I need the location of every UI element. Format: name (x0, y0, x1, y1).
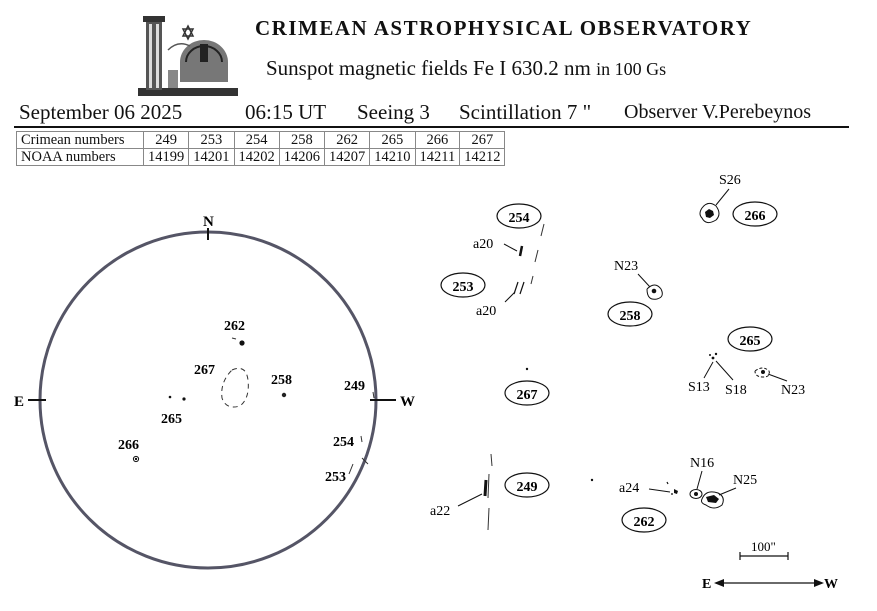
east-label: E (14, 394, 25, 410)
observer: Observer V.Perebeynos (624, 101, 812, 123)
detail-258 (608, 259, 662, 326)
disk-mark (232, 338, 236, 339)
direction-arrow (702, 577, 838, 592)
spot-258-umbra (652, 289, 657, 294)
detail-266 (700, 173, 777, 226)
west-label: W (400, 394, 415, 410)
leader-a20-top (504, 244, 517, 251)
region-254-label: 254 (508, 211, 530, 226)
noaa-cell: 14211 (415, 149, 460, 166)
n23-258-label: N23 (614, 259, 639, 274)
disk-region-267-outline (222, 368, 249, 407)
arrow-west-label: W (824, 577, 838, 592)
subtitle-main: Sunspot magnetic fields Fe I 630.2 nm (266, 56, 591, 80)
noaa-cell: 14207 (325, 149, 370, 166)
leader-s13 (704, 362, 713, 378)
observation-date: September 06 2025 (19, 100, 183, 124)
disk-label-254: 254 (333, 435, 354, 450)
noaa-cell: 14210 (370, 149, 415, 166)
spot-265-c (709, 354, 711, 356)
limb-dash-249 (488, 454, 492, 530)
limb-dash-254 (531, 224, 544, 284)
disk-mark-254 (361, 436, 362, 442)
leader-s18 (716, 361, 733, 380)
n25-label: N25 (733, 473, 758, 488)
solar-disk (14, 214, 415, 568)
crimean-cell: 249 (144, 132, 189, 149)
spot-265-umbra (761, 370, 765, 374)
crimean-cell: 258 (279, 132, 324, 149)
crimean-cell: 253 (189, 132, 234, 149)
disk-spot-262 (239, 340, 244, 345)
leader-a20-bottom (505, 292, 515, 302)
disk-spot-265b (169, 396, 172, 399)
noaa-cell: 14212 (460, 149, 505, 166)
observatory-title: CRIMEAN ASTROPHYSICAL OBSERVATORY (255, 16, 753, 40)
region-262-label: 262 (633, 515, 655, 530)
arrow-head-west (814, 579, 824, 587)
region-253-label: 253 (452, 280, 474, 295)
arrow-head-east (714, 579, 724, 587)
crimean-cell: 267 (460, 132, 505, 149)
disk-spot-258 (282, 393, 286, 397)
a24-label: a24 (619, 481, 640, 496)
region-266-label: 266 (744, 209, 766, 224)
detail-254-253 (441, 204, 544, 319)
disk-label-262: 262 (224, 319, 245, 334)
s26-label: S26 (719, 173, 741, 188)
disk-limb (40, 232, 376, 568)
spot-n25-umbra (706, 495, 719, 503)
detail-249 (430, 454, 549, 530)
n16-label: N16 (690, 456, 715, 471)
disk-label-249: 249 (344, 379, 365, 394)
spot-262-dot (591, 479, 593, 481)
a20-top-label: a20 (473, 237, 494, 252)
noaa-cell: 14199 (144, 149, 189, 166)
disk-label-253: 253 (325, 470, 346, 485)
north-label: N (203, 214, 214, 230)
detail-265 (688, 327, 805, 398)
crimean-label: Crimean numbers (17, 132, 144, 149)
detail-267 (505, 368, 549, 405)
disk-label-267: 267 (194, 363, 215, 378)
s18-label: S18 (725, 383, 747, 398)
spot-266-umbra (705, 209, 714, 218)
spot-265-b (715, 353, 717, 355)
region-258-label: 258 (619, 309, 641, 324)
region-265-label: 265 (739, 334, 761, 349)
crimean-cell: 262 (325, 132, 370, 149)
disk-spot-266-core (135, 458, 137, 460)
spot-a22 (485, 480, 486, 496)
region-267-label: 267 (516, 388, 538, 403)
noaa-cell: 14206 (279, 149, 324, 166)
spot-n16-umbra (694, 492, 698, 496)
region-249-label: 249 (516, 480, 538, 495)
disk-mark-249 (373, 392, 374, 398)
leader-n16 (697, 471, 702, 489)
a22-label: a22 (430, 504, 451, 519)
arrow-east-label: E (702, 577, 712, 592)
crimean-cell: 265 (370, 132, 415, 149)
spot-a20-top (520, 246, 522, 256)
spot-265-a (712, 357, 715, 360)
disk-label-258: 258 (271, 373, 292, 388)
spot-267 (526, 368, 528, 370)
disk-label-265: 265 (161, 412, 182, 427)
spot-a20-bottom (514, 282, 524, 294)
noaa-cell: 14201 (189, 149, 234, 166)
seeing: Seeing 3 (357, 100, 430, 124)
n23-265-label: N23 (781, 383, 806, 398)
leader-s26 (716, 189, 729, 205)
noaa-cell: 14202 (234, 149, 279, 166)
subtitle-units: in 100 Gs (596, 59, 667, 79)
observation-time: 06:15 UT (245, 100, 327, 124)
leader-n23-265 (768, 374, 787, 381)
crimean-cell: 254 (234, 132, 279, 149)
scale-label: 100" (751, 539, 776, 554)
leader-n23-258 (638, 274, 650, 287)
leader-n25 (719, 488, 736, 495)
scintillation: Scintillation 7 " (459, 100, 592, 124)
s13-label: S13 (688, 380, 710, 395)
a20-bottom-label: a20 (476, 304, 497, 319)
scale-bar (740, 539, 788, 560)
leader-a24 (649, 489, 670, 492)
detail-262 (591, 456, 757, 532)
crimean-cell: 266 (415, 132, 460, 149)
disk-label-266: 266 (118, 438, 139, 453)
spot-a24-b (674, 489, 678, 494)
noaa-label: NOAA numbers (17, 149, 144, 166)
leader-a22 (458, 494, 482, 506)
disk-spot-265a (182, 397, 185, 400)
